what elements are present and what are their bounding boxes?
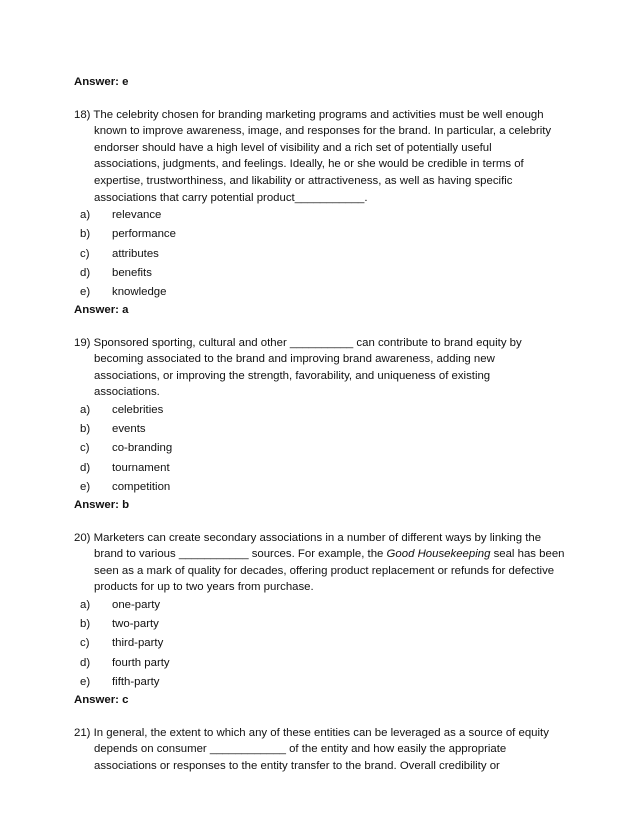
option-letter: b): [80, 618, 91, 631]
option-text: two-party: [112, 618, 159, 631]
question-text: 21) In general, the extent to which any of these entities can be leveraged as a source of equity: [74, 726, 549, 739]
question-text: products for up to two years from purchase.: [94, 581, 314, 594]
option-c: [80, 439, 574, 458]
answer-label: Answer: c: [74, 693, 129, 706]
question-text: expertise, trustworthiness, and likability or attractiveness, as well as having specific: [94, 174, 513, 187]
option-letter: e): [80, 480, 91, 493]
option-e: [80, 478, 574, 497]
option-b: [80, 225, 574, 244]
option-letter: d): [80, 266, 91, 279]
option-c: [80, 634, 574, 653]
option-text: events: [112, 423, 146, 436]
option-letter: c): [80, 442, 90, 455]
option-letter: d): [80, 461, 91, 474]
option-text: one-party: [112, 598, 161, 611]
question-20: [74, 530, 574, 709]
question-text-part: brand to various ___________ sources. For example, the: [94, 548, 387, 561]
option-text: fourth party: [112, 656, 170, 669]
option-e: [80, 673, 574, 692]
option-text: co-branding: [112, 442, 173, 455]
option-letter: c): [80, 247, 90, 260]
option-d: [80, 459, 574, 478]
question-text: known to improve awareness, image, and responses for the brand. In particular, a celebrity: [94, 125, 552, 138]
question-text: associations.: [94, 386, 160, 399]
option-letter: e): [80, 675, 91, 688]
option-letter: d): [80, 656, 91, 669]
answer-options: [74, 206, 574, 302]
option-b: [80, 615, 574, 634]
question-text: 19) Sponsored sporting, cultural and other __________ can contribute to brand equity by: [74, 336, 522, 349]
option-text: benefits: [112, 266, 152, 279]
answer-label: Answer: a: [74, 304, 129, 317]
answer-label: Answer: b: [74, 499, 130, 511]
option-text: relevance: [112, 209, 162, 222]
option-letter: b): [80, 423, 91, 436]
answer-label: Answer: e: [74, 76, 129, 88]
option-d: [80, 264, 574, 283]
question-text: associations, or improving the strength, favorability, and uniqueness of existing: [94, 369, 491, 382]
option-d: [80, 654, 574, 673]
option-text: competition: [112, 480, 171, 493]
option-letter: b): [80, 228, 91, 241]
question-text: seen as a mark of quality for decades, offering product replacement or refunds for defective: [94, 564, 555, 577]
option-c: [80, 245, 574, 264]
option-a: [80, 401, 574, 420]
option-text: tournament: [112, 461, 170, 474]
option-b: [80, 420, 574, 439]
question-text-part: seal has been: [490, 548, 565, 561]
question-text: 20) Marketers can create secondary associations in a number of different ways by linking the: [74, 531, 542, 544]
option-e: [80, 283, 574, 302]
option-a: [80, 206, 574, 225]
question-text: associations that carry potential product___________.: [94, 191, 368, 204]
option-text: attributes: [112, 247, 159, 260]
question-18: [74, 107, 574, 319]
option-text: knowledge: [112, 285, 167, 298]
option-letter: c): [80, 637, 90, 650]
option-letter: e): [80, 285, 91, 298]
question-text: associations or responses to the entity transfer to the brand. Overall credibility or: [94, 759, 500, 772]
option-letter: a): [80, 598, 91, 611]
answer-options: [74, 596, 574, 692]
document-page: [74, 74, 574, 774]
question-text: becoming associated to the brand and improving brand awareness, adding new: [94, 353, 495, 366]
question-text: endorser should have a high level of visibility and a rich set of potentially useful: [94, 141, 492, 154]
option-text: celebrities: [112, 404, 164, 417]
option-text: performance: [112, 228, 176, 241]
question-text: depends on consumer ____________ of the entity and how easily the appropriate: [94, 743, 507, 756]
answer-options: [74, 401, 574, 497]
question-text: 18) The celebrity chosen for branding marketing programs and activities must be well enough: [74, 108, 544, 121]
question-21: [74, 725, 574, 775]
question-text: [94, 546, 574, 563]
option-text: third-party: [112, 637, 164, 650]
option-letter: a): [80, 404, 91, 417]
question-19: [74, 335, 574, 514]
option-letter: a): [80, 209, 91, 222]
option-a: [80, 596, 574, 615]
option-text: fifth-party: [112, 675, 160, 688]
publication-title: Good Housekeeping: [386, 548, 491, 561]
question-text: associations, judgments, and feelings. Ideally, he or she would be credible in terms of: [94, 158, 524, 171]
